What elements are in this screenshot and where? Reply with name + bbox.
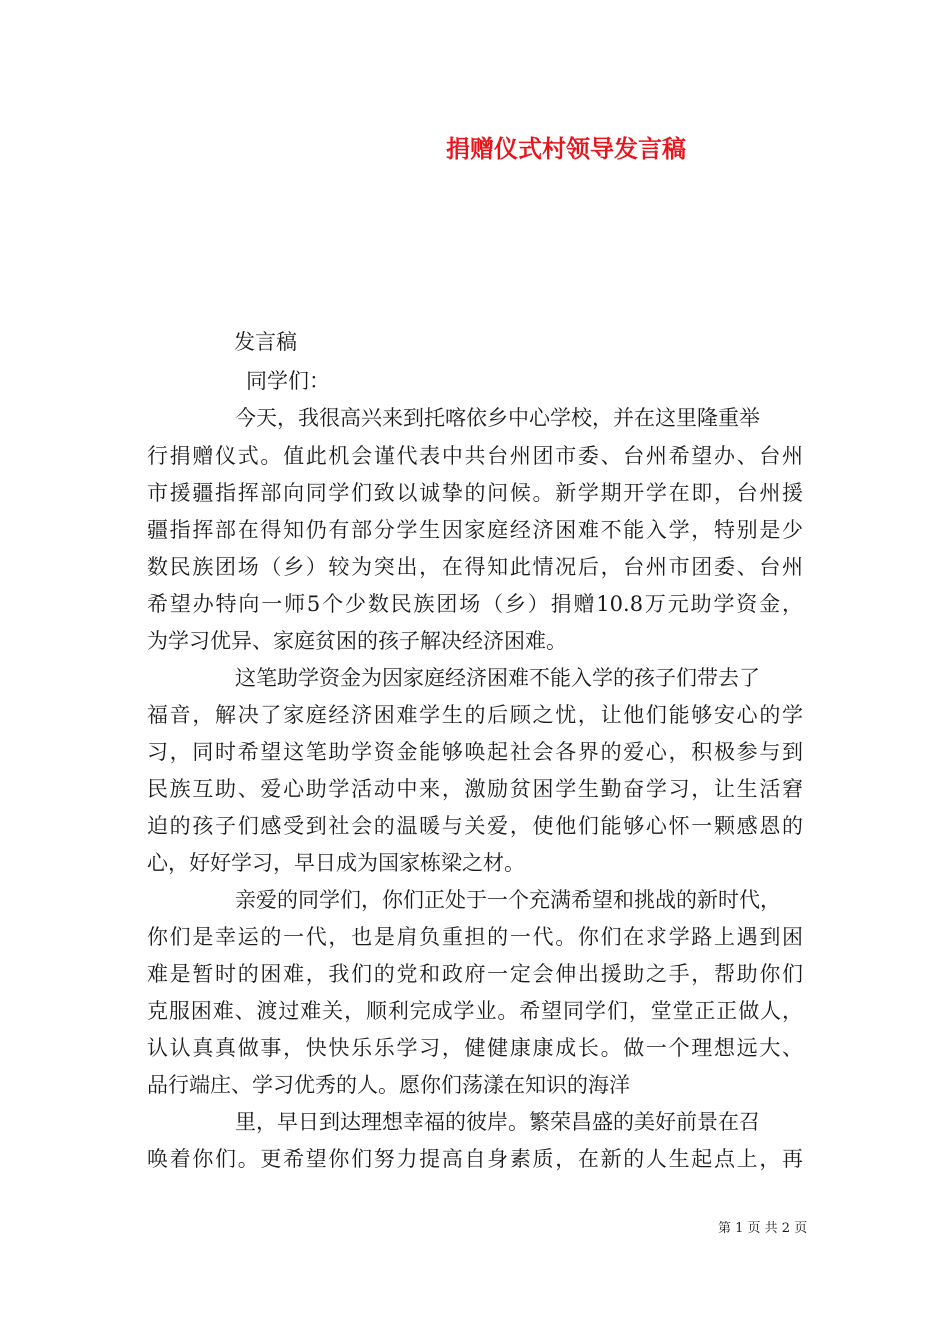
heading: 发言稿 bbox=[234, 330, 297, 354]
salutation: 同学们： bbox=[246, 369, 330, 393]
document-title: 捐赠仪式村领导发言稿 bbox=[446, 134, 686, 163]
paragraph2-line: 这笔助学资金为因家庭经济困难不能入学的孩子们带去了 bbox=[235, 666, 760, 690]
paragraph3-line: 品行端庄、学习优秀的人。愿你们荡漾在知识的海洋 bbox=[147, 1073, 630, 1097]
paragraph1-line: 今天，我很高兴来到托喀依乡中心学校，并在这里隆重举 bbox=[235, 406, 760, 430]
paragraph2-line: 习，同时希望这笔助学资金能够唤起社会各界的爱心，积极参与到 bbox=[147, 740, 803, 764]
paragraph1-line: 数民族团场（乡）较为突出，在得知此情况后，台州市团委、台州 bbox=[147, 555, 803, 579]
paragraph3-line: 克服困难、渡过难关，顺利完成学业。希望同学们，堂堂正正做人， bbox=[147, 999, 803, 1023]
paragraph1-line: 疆指挥部在得知仍有部分学生因家庭经济困难不能入学，特别是少 bbox=[147, 518, 803, 542]
paragraph3-line: 认认真真做事，快快乐乐学习，健健康康成长。做一个理想远大、 bbox=[147, 1036, 803, 1060]
paragraph2-line: 福音，解决了家庭经济困难学生的后顾之忧，让他们能够安心的学 bbox=[147, 703, 803, 727]
paragraph1-line: 为学习优异、家庭贫困的孩子解决经济困难。 bbox=[147, 629, 567, 653]
paragraph1-line: 行捐赠仪式。值此机会谨代表中共台州团市委、台州希望办、台州 bbox=[147, 444, 803, 468]
paragraph1-line: 市援疆指挥部向同学们致以诚挚的问候。新学期开学在即，台州援 bbox=[147, 481, 803, 505]
page-footer: 第 1 页 共 2 页 bbox=[718, 1221, 808, 1236]
paragraph2-line: 民族互助、爱心助学活动中来，激励贫困学生勤奋学习，让生活窘 bbox=[147, 777, 803, 801]
paragraph4-line: 唤着你们。更希望你们努力提高自身素质，在新的人生起点上，再 bbox=[147, 1147, 803, 1171]
paragraph3-line: 你们是幸运的一代，也是肩负重担的一代。你们在求学路上遇到困 bbox=[147, 925, 803, 949]
paragraph4-line: 里，早日到达理想幸福的彼岸。繁荣昌盛的美好前景在召 bbox=[235, 1110, 760, 1134]
paragraph2-line: 迫的孩子们感受到社会的温暖与关爱，使他们能够心怀一颗感恩的 bbox=[147, 814, 803, 838]
paragraph3-line: 亲爱的同学们，你们正处于一个充满希望和挑战的新时代， bbox=[235, 888, 781, 912]
paragraph3-line: 难是暂时的困难，我们的党和政府一定会伸出援助之手，帮助你们 bbox=[147, 962, 803, 986]
paragraph2-line: 心，好好学习，早日成为国家栋梁之材。 bbox=[147, 851, 525, 875]
paragraph1-line: 希望办特向一师5个少数民族团场（乡）捐赠10.8万元助学资金， bbox=[147, 592, 803, 616]
